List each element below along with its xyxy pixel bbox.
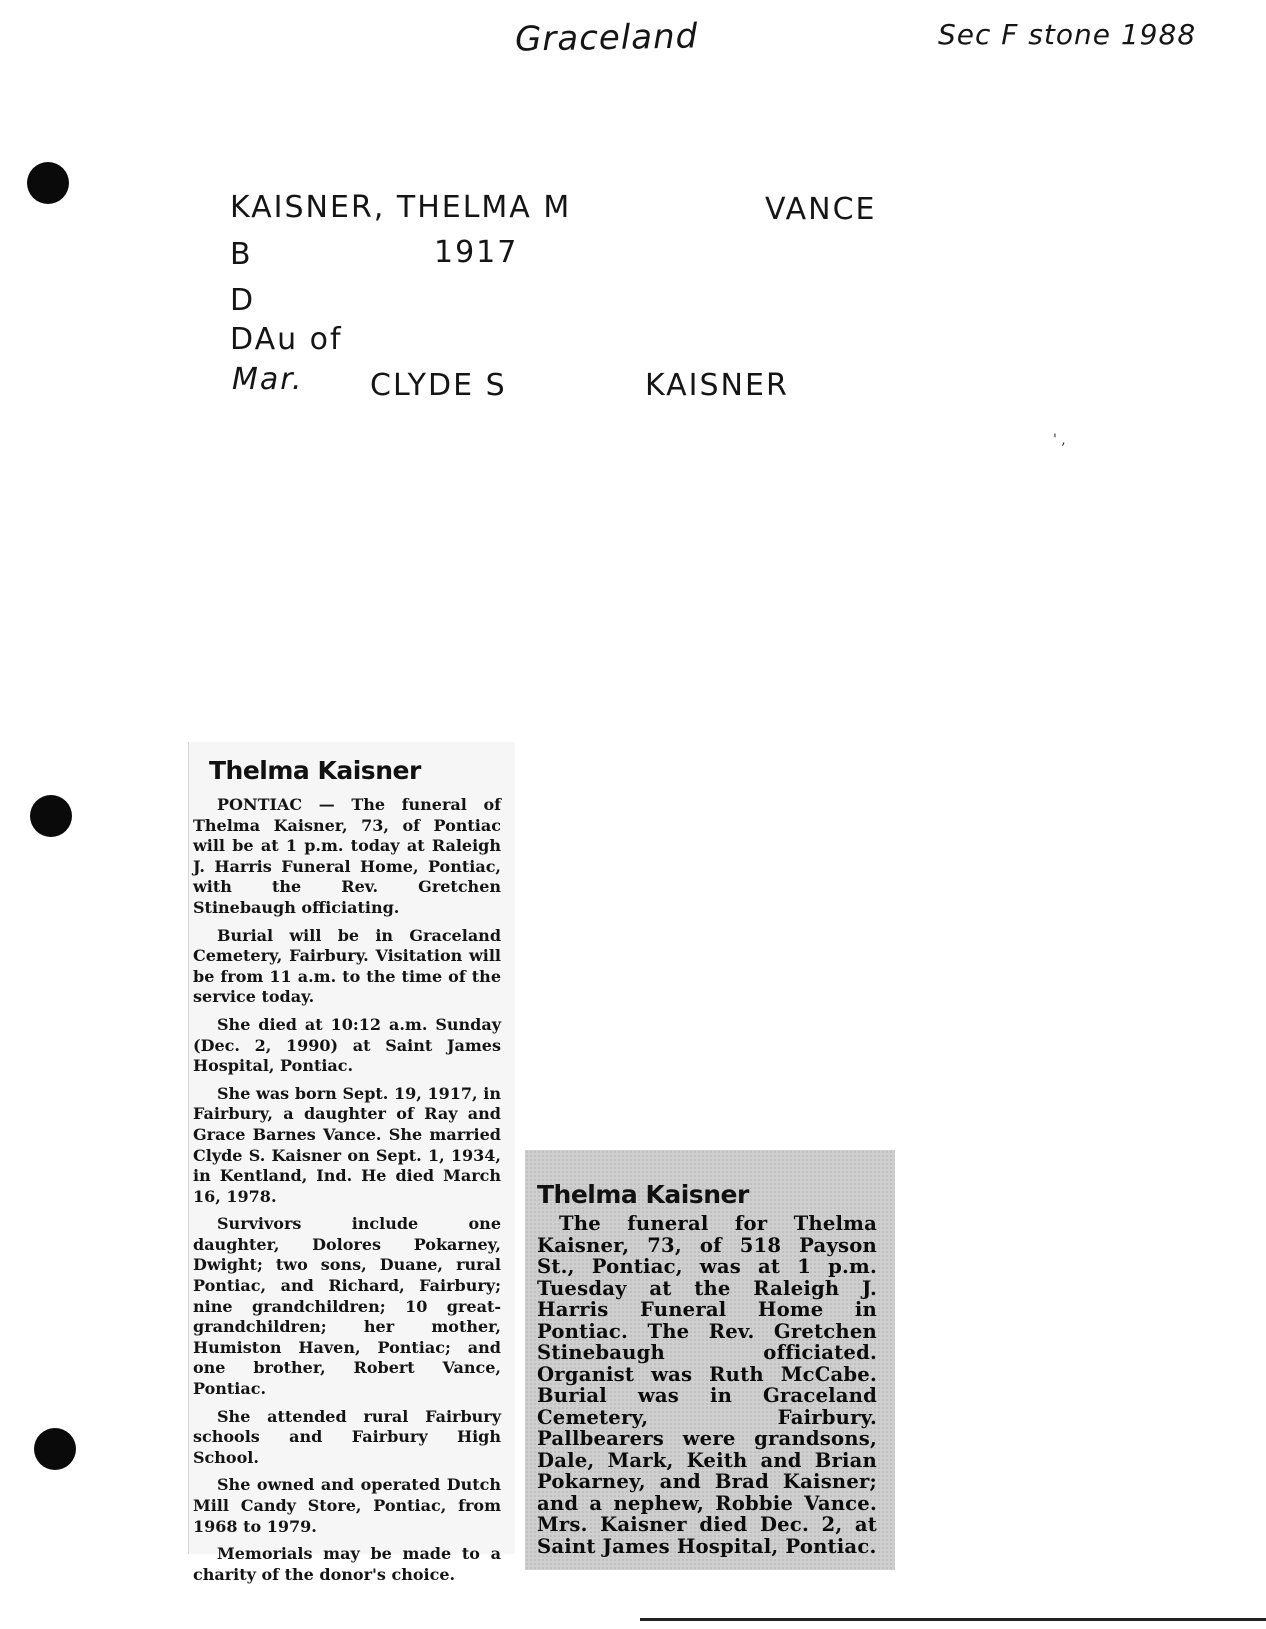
section-note: Sec F stone 1988 (938, 18, 1197, 51)
clipping-2-title: Thelma Kaisner (537, 1180, 749, 1209)
daughter-of-label: DAu of (230, 322, 343, 357)
clipping-1-paragraph: She was born Sept. 19, 1917, in Fairbury, a daughter of Ray and Grace Barnes Vance. She married Clyde S. Kaisner on Sept. 1, 1934, in Kentland, Ind. He died March 16, 1978. (193, 1083, 501, 1206)
punch-hole-middle (30, 795, 72, 837)
born-label: B (230, 237, 253, 272)
born-year: 1917 (434, 235, 519, 270)
spouse-last-name: KAISNER (645, 368, 789, 403)
clipping-1-paragraph: PONTIAC — The funeral of Thelma Kaisner, 73, of Pontiac will be at 1 p.m. today at Raleigh J. Harris Funeral Home, Pontiac, with the Rev. Gretchen Stinebaugh officiating. (193, 795, 501, 917)
clipping-2-body: The funeral for Thelma Kaisner, 73, of 518 Payson St., Pontiac, was at 1 p.m. Tuesday at the Raleigh J. Harris Funeral Home in Pontiac. The Rev. Gretchen Stinebaugh officiated. Organist was Ruth McCabe. Burial was in Graceland Cemetery, Fairbury. Pallbearers were grandsons, Dale, Mark, Keith and Brian Pokarney, and Brad Kaisner; and a nephew, Robbie Vance. Mrs. Kaisner died Dec. 2, at Saint James Hospital, Pontiac. (537, 1212, 877, 1558)
clipping-1-paragraph: Memorials may be made to a charity of the donor's choice. (193, 1544, 501, 1584)
stray-mark: ' , (1053, 432, 1066, 448)
name-line: KAISNER, THELMA M (230, 190, 572, 225)
clipping-1-paragraph: Survivors include one daughter, Dolores Pokarney, Dwight; two sons, Duane, rural Pontiac, and Richard, Fairbury; nine grandchildren; 10 great-grandchildren; her mother, Humiston Haven, Pontiac; and one brother, Robert Vance, Pontiac. (193, 1214, 501, 1399)
clipping-1-paragraph: She died at 10:12 a.m. Sunday (Dec. 2, 1990) at Saint James Hospital, Pontiac. (193, 1014, 501, 1076)
married-label: Mar. (232, 362, 304, 397)
punch-hole-top (27, 162, 69, 204)
died-label: D (230, 283, 256, 318)
obituary-clipping-2 (525, 1150, 895, 1570)
spouse-first-name: CLYDE S (370, 368, 507, 403)
cemetery-name: Graceland (514, 16, 699, 60)
page-edge-line (640, 1618, 1266, 1621)
obituary-clipping-1 (188, 742, 515, 1584)
maiden-name: VANCE (765, 192, 877, 227)
clipping-1-paragraph: She attended rural Fairbury schools and Fairbury High School. (193, 1406, 501, 1467)
clipping-1-title: Thelma Kaisner (209, 756, 421, 785)
clipping-1-paragraph: Burial will be in Graceland Cemetery, Fairbury. Visitation will be from 11 a.m. to the time of the service today. (193, 925, 501, 1007)
punch-hole-bottom (34, 1428, 76, 1470)
clipping-1-paragraph: She owned and operated Dutch Mill Candy Store, Pontiac, from 1968 to 1979. (193, 1475, 501, 1536)
